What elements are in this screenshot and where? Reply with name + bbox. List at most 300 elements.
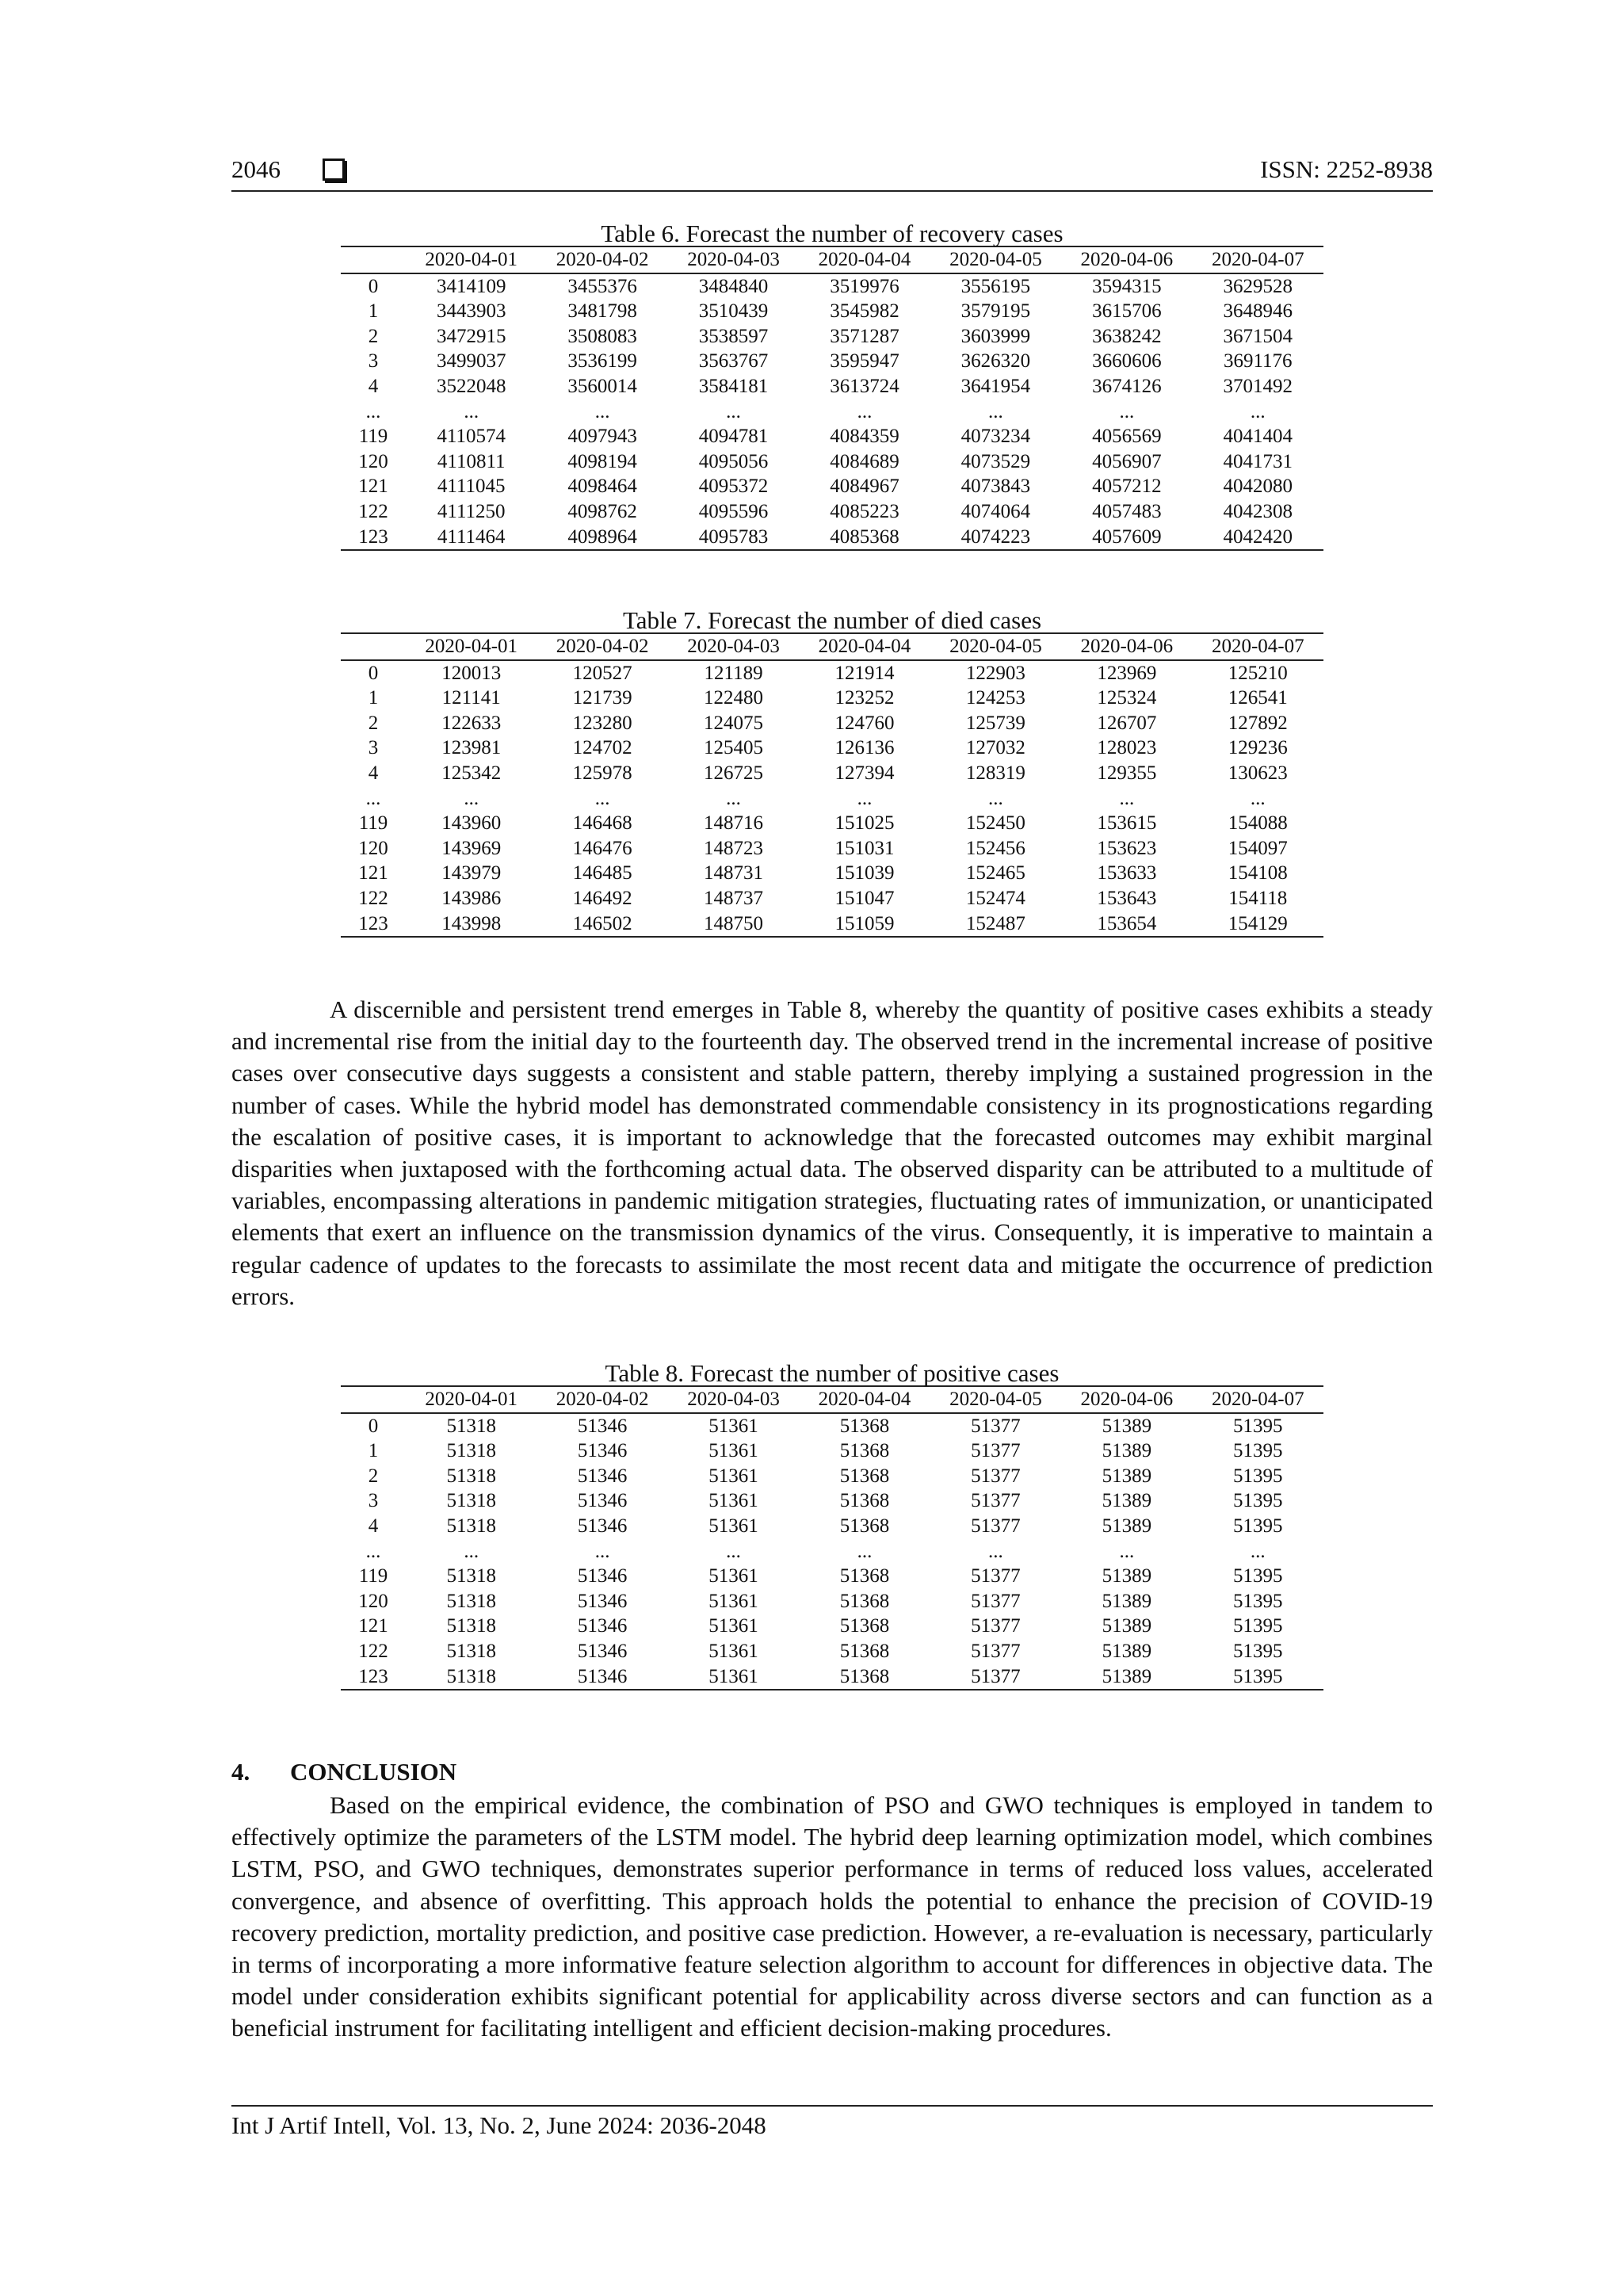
table-cell: 127032 <box>965 737 1025 759</box>
column-header: 2020-04-04 <box>818 636 911 657</box>
table-row <box>341 1589 1323 1614</box>
table-cell: 3472915 <box>436 325 506 347</box>
table-cell: 51346 <box>577 1415 628 1437</box>
issn-label: ISSN: 2252-8938 <box>1260 155 1433 183</box>
table-cell: 148731 <box>704 862 764 884</box>
table-header-row <box>341 246 1323 273</box>
row-index: 122 <box>358 500 388 522</box>
table-cell: 3594315 <box>1092 275 1162 297</box>
table-cell: 4084359 <box>830 426 899 448</box>
table-cell: 51318 <box>446 1465 496 1487</box>
row-index: 121 <box>358 862 388 884</box>
conclusion-paragraph-text: Based on the empirical evidence, the combination of PSO and GWO techniques is employed in tandem to effectively optimize the parameters of the LSTM model. The hybrid deep learning optimization model, which combines LSTM, PSO, and GWO techniques, demonstrates superior performance in terms of reduced loss values, accelerated convergence, and absence of overfitting. This approach holds the potential to enhance the precision of COVID-19 recovery prediction, mortality prediction, and positive case prediction. However, a re-evaluation is necessary, particularly in terms of incorporating a more informative feature selection algorithm to account for differences in objective data. The model under consideration exhibits significant potential for applicability across diverse sectors and can function as a beneficial instrument for facilitating intelligent and efficient decision-making procedures. <box>231 1791 1433 2042</box>
table-cell: 4057483 <box>1092 500 1162 522</box>
table-row <box>341 525 1323 551</box>
table-cell: 3508083 <box>567 325 637 347</box>
table-row <box>341 1664 1323 1690</box>
table-row <box>341 811 1323 836</box>
table-cell: 51395 <box>1233 1415 1283 1437</box>
table-cell: 3584181 <box>698 375 769 397</box>
table-row <box>341 399 1323 425</box>
conclusion-paragraph <box>231 1790 1433 2045</box>
table-cell: 3671504 <box>1223 325 1293 347</box>
table-cell: 154118 <box>1228 887 1288 909</box>
table-cell: 3481798 <box>567 300 637 323</box>
column-header: 2020-04-07 <box>1211 249 1304 270</box>
column-header: 2020-04-03 <box>687 636 780 657</box>
table-cell: 4084689 <box>830 450 899 472</box>
table-cell: 51395 <box>1233 1490 1283 1512</box>
table-cell: 4073843 <box>960 476 1031 498</box>
row-index: 1 <box>368 300 379 323</box>
column-header: 2020-04-06 <box>1080 249 1174 270</box>
table-cell: 128023 <box>1097 737 1157 759</box>
table-cell: 4110811 <box>437 450 506 472</box>
table-cell: 51318 <box>446 1665 496 1687</box>
column-header: 2020-04-02 <box>556 249 649 270</box>
table-cell: ... <box>594 400 610 422</box>
table-cell: ... <box>726 787 741 809</box>
table-cell: 51377 <box>971 1590 1021 1612</box>
table-cell: ... <box>857 787 873 809</box>
table-row <box>341 911 1323 938</box>
table-row <box>341 735 1323 761</box>
column-header: 2020-04-05 <box>949 249 1042 270</box>
table-cell: 148737 <box>704 887 764 909</box>
table-cell: 51389 <box>1102 1490 1152 1512</box>
table-cell: 146485 <box>572 862 632 884</box>
table-cell: 125978 <box>572 762 632 784</box>
table-cell: 3499037 <box>436 350 506 372</box>
table-row <box>341 761 1323 786</box>
table-cell: 125342 <box>441 762 502 784</box>
table-cell: 51368 <box>839 1515 890 1537</box>
table-cell: 154129 <box>1228 912 1288 934</box>
table-row <box>341 474 1323 499</box>
table-cell: ... <box>464 787 479 809</box>
table-cell: 3701492 <box>1223 375 1293 397</box>
table-cell: 121141 <box>441 687 501 709</box>
table-cell: 51377 <box>971 1565 1021 1587</box>
row-index: 4 <box>368 1515 379 1537</box>
table-cell: 125739 <box>965 712 1025 734</box>
table-cell: 51368 <box>839 1615 890 1637</box>
column-header <box>341 246 406 273</box>
table-cell: ... <box>1119 1540 1135 1562</box>
table-cell: 51389 <box>1102 1640 1152 1662</box>
table-cell: 51346 <box>577 1665 628 1687</box>
column-header: 2020-04-01 <box>425 636 518 657</box>
table-cell: 152465 <box>965 862 1025 884</box>
column-header <box>341 633 406 660</box>
table-cell: 3556195 <box>960 275 1031 297</box>
table-cell: 152450 <box>965 812 1025 835</box>
table-cell: 51361 <box>708 1615 758 1637</box>
table-cell: 51368 <box>839 1640 890 1662</box>
row-index: 0 <box>368 1415 379 1437</box>
table-cell: 51377 <box>971 1440 1021 1462</box>
row-index: 120 <box>358 450 388 472</box>
row-index: 2 <box>368 1465 379 1487</box>
table-row <box>341 499 1323 525</box>
table-cell: 4041731 <box>1223 450 1293 472</box>
table-cell: 124702 <box>572 737 632 759</box>
table-header-row <box>341 633 1323 660</box>
table-cell: 51377 <box>971 1665 1021 1687</box>
table-cell: 51361 <box>708 1590 758 1612</box>
table-cell: 124760 <box>834 712 895 734</box>
table-cell: 121914 <box>834 662 895 684</box>
column-header: 2020-04-02 <box>556 1389 649 1410</box>
table-cell: 122633 <box>441 712 502 734</box>
table-cell: ... <box>594 1540 610 1562</box>
table-cell: 51389 <box>1102 1565 1152 1587</box>
table-cell: 51389 <box>1102 1665 1152 1687</box>
table-cell: 4085223 <box>830 500 899 522</box>
table-row <box>341 1514 1323 1539</box>
table-cell: 153623 <box>1097 837 1157 859</box>
table-cell: 4057609 <box>1092 525 1162 548</box>
page-number: 2046 <box>231 155 281 183</box>
table-cell: 4073234 <box>960 426 1031 448</box>
table-cell: ... <box>464 400 479 422</box>
table-cell: 51318 <box>446 1440 496 1462</box>
table-cell: ... <box>857 1540 873 1562</box>
row-index: 4 <box>368 762 379 784</box>
table-cell: 154097 <box>1228 837 1288 859</box>
table-cell: 122480 <box>704 687 764 709</box>
table-cell: ... <box>1119 787 1135 809</box>
table-cell: 4098964 <box>567 525 637 548</box>
table-cell: 4057212 <box>1092 476 1162 498</box>
table-cell: 127892 <box>1228 712 1288 734</box>
table-cell: 154108 <box>1228 862 1288 884</box>
table-cell: 148723 <box>704 837 764 859</box>
table-cell: 51377 <box>971 1515 1021 1537</box>
table-cell: ... <box>726 1540 741 1562</box>
table-cell: 3674126 <box>1092 375 1162 397</box>
table-8-block <box>341 1359 1323 1690</box>
table-cell: 4042080 <box>1223 476 1293 498</box>
table-cell: 51346 <box>577 1615 628 1637</box>
table-cell: 123252 <box>834 687 895 709</box>
table-cell: 3510439 <box>698 300 769 323</box>
table-cell: 4097943 <box>567 426 637 448</box>
table-cell: 51346 <box>577 1490 628 1512</box>
table-cell: 51361 <box>708 1665 758 1687</box>
table-cell: 123981 <box>441 737 502 759</box>
table-cell: 51368 <box>839 1415 890 1437</box>
column-header: 2020-04-03 <box>687 249 780 270</box>
table-cell: ... <box>988 1540 1003 1562</box>
table-header-row <box>341 1386 1323 1413</box>
table-cell: 3660606 <box>1092 350 1162 372</box>
table-cell: 120527 <box>572 662 632 684</box>
table-cell: 126725 <box>704 762 764 784</box>
table-cell: 153633 <box>1097 862 1157 884</box>
row-index: 119 <box>358 426 388 448</box>
table-row <box>341 1488 1323 1514</box>
table-cell: 51361 <box>708 1490 758 1512</box>
table-cell: 143969 <box>441 837 502 859</box>
table-row <box>341 424 1323 449</box>
table-cell: 4098762 <box>567 500 637 522</box>
table-row <box>341 1639 1323 1664</box>
table-cell: 151047 <box>834 887 895 909</box>
table-cell: 124253 <box>965 687 1025 709</box>
table-row <box>341 786 1323 812</box>
table-7 <box>341 632 1323 938</box>
table-cell: 4073529 <box>960 450 1031 472</box>
section-title: CONCLUSION <box>290 1758 457 1786</box>
column-header: 2020-04-05 <box>949 1389 1042 1410</box>
table-cell: 3484840 <box>698 275 769 297</box>
row-index: 119 <box>358 812 388 835</box>
table-row <box>341 1413 1323 1439</box>
row-index: 3 <box>368 1490 379 1512</box>
table-8 <box>341 1385 1323 1690</box>
table-cell: 4084967 <box>830 476 899 498</box>
table-cell: 143960 <box>441 812 502 835</box>
table-cell: 51361 <box>708 1440 758 1462</box>
row-index: 121 <box>358 476 388 498</box>
table-cell: 121739 <box>572 687 632 709</box>
table-cell: 152456 <box>965 837 1025 859</box>
table-cell: 51368 <box>839 1590 890 1612</box>
column-header: 2020-04-03 <box>687 1389 780 1410</box>
table-cell: 51395 <box>1233 1665 1283 1687</box>
row-index: 2 <box>368 712 379 734</box>
table-7-block <box>341 606 1323 938</box>
table-8-caption: Table 8. Forecast the number of positive cases <box>605 1359 1060 1387</box>
table-cell: 51318 <box>446 1565 496 1587</box>
row-index: 3 <box>368 350 379 372</box>
table-cell: 129355 <box>1097 762 1157 784</box>
table-cell: 4085368 <box>830 525 899 548</box>
table-cell: 3563767 <box>698 350 769 372</box>
table-cell: 3519976 <box>830 275 899 297</box>
row-index: 2 <box>368 325 379 347</box>
table-cell: 51346 <box>577 1515 628 1537</box>
table-cell: 51368 <box>839 1440 890 1462</box>
table-cell: 152474 <box>965 887 1025 909</box>
table-cell: 3641954 <box>960 375 1031 397</box>
row-index: 122 <box>358 1640 388 1662</box>
table-cell: 143986 <box>441 887 502 909</box>
table-cell: 51389 <box>1102 1465 1152 1487</box>
table-cell: 51361 <box>708 1515 758 1537</box>
table-cell: 4042308 <box>1223 500 1293 522</box>
table-cell: 146468 <box>572 812 632 835</box>
table-cell: 3595947 <box>830 350 899 372</box>
row-index: 123 <box>358 525 388 548</box>
column-header <box>341 1386 406 1413</box>
table-cell: 143998 <box>441 912 502 934</box>
table-cell: 4056907 <box>1092 450 1162 472</box>
table-row <box>341 836 1323 861</box>
table-cell: 51377 <box>971 1490 1021 1512</box>
table-cell: 51318 <box>446 1615 496 1637</box>
row-index: 120 <box>358 837 388 859</box>
table-cell: 51389 <box>1102 1615 1152 1637</box>
row-index: 3 <box>368 737 379 759</box>
table-cell: 51377 <box>971 1415 1021 1437</box>
column-header: 2020-04-04 <box>818 1389 911 1410</box>
table-cell: 51318 <box>446 1590 496 1612</box>
table-6 <box>341 246 1323 551</box>
table-cell: ... <box>464 1540 479 1562</box>
table-cell: 123969 <box>1097 662 1157 684</box>
row-index: 123 <box>358 912 388 934</box>
row-index: ... <box>365 1540 381 1562</box>
table-cell: 152487 <box>965 912 1025 934</box>
table-cell: 51346 <box>577 1590 628 1612</box>
table-cell: 3522048 <box>436 375 506 397</box>
table-row <box>341 273 1323 300</box>
table-cell: ... <box>857 400 873 422</box>
table-cell: ... <box>1250 787 1266 809</box>
table-row <box>341 1614 1323 1639</box>
table-cell: 4095783 <box>698 525 769 548</box>
table-cell: 126136 <box>834 737 895 759</box>
table-row <box>341 1564 1323 1589</box>
table-cell: 3603999 <box>960 325 1031 347</box>
table-cell: 3414109 <box>436 275 506 297</box>
table-row <box>341 886 1323 911</box>
page-header <box>231 155 1433 192</box>
table-cell: 51361 <box>708 1465 758 1487</box>
table-cell: ... <box>988 400 1003 422</box>
row-index: 123 <box>358 1665 388 1687</box>
table-cell: 51389 <box>1102 1415 1152 1437</box>
table-cell: 3648946 <box>1223 300 1293 323</box>
table-cell: 3538597 <box>698 325 769 347</box>
table-cell: 146492 <box>572 887 632 909</box>
table-cell: 4111045 <box>437 476 506 498</box>
row-index: 121 <box>358 1615 388 1637</box>
table-cell: 125324 <box>1097 687 1157 709</box>
table-cell: 3638242 <box>1092 325 1162 347</box>
table-cell: 4098194 <box>567 450 637 472</box>
table-cell: 123280 <box>572 712 632 734</box>
table-cell: 128319 <box>965 762 1025 784</box>
table-cell: 51346 <box>577 1565 628 1587</box>
table-row <box>341 449 1323 475</box>
table-cell: 3536199 <box>567 350 637 372</box>
table-cell: 4056569 <box>1092 426 1162 448</box>
table-cell: 51377 <box>971 1615 1021 1637</box>
table-cell: 51361 <box>708 1415 758 1437</box>
table-cell: 4095372 <box>698 476 769 498</box>
row-index: 0 <box>368 662 379 684</box>
table-row <box>341 299 1323 324</box>
table-cell: 4074064 <box>960 500 1031 522</box>
table-cell: 130623 <box>1228 762 1288 784</box>
table-cell: ... <box>726 400 741 422</box>
table-cell: 51395 <box>1233 1565 1283 1587</box>
page-footer <box>231 2105 1433 2140</box>
table-cell: 4111250 <box>437 500 506 522</box>
column-header: 2020-04-06 <box>1080 1389 1174 1410</box>
journal-citation: Int J Artif Intell, Vol. 13, No. 2, June 2024: 2036-2048 <box>231 2111 766 2139</box>
table-cell: 146476 <box>572 837 632 859</box>
table-cell: 51318 <box>446 1640 496 1662</box>
table-cell: ... <box>988 787 1003 809</box>
table-cell: 4095596 <box>698 500 769 522</box>
table-cell: 122903 <box>965 662 1025 684</box>
table-6-caption: Table 6. Forecast the number of recovery cases <box>601 220 1064 247</box>
table-cell: 51389 <box>1102 1515 1152 1537</box>
table-cell: 51361 <box>708 1640 758 1662</box>
table-cell: 151031 <box>834 837 895 859</box>
table-cell: 51318 <box>446 1415 496 1437</box>
square-bullet-icon <box>323 159 345 181</box>
table-cell: 151059 <box>834 912 895 934</box>
row-index: 122 <box>358 887 388 909</box>
table-cell: 51346 <box>577 1640 628 1662</box>
table-cell: 51346 <box>577 1440 628 1462</box>
table-cell: 4074223 <box>960 525 1031 548</box>
table-row <box>341 711 1323 736</box>
row-index: 119 <box>358 1565 388 1587</box>
table-cell: 51368 <box>839 1490 890 1512</box>
table-cell: 124075 <box>704 712 764 734</box>
table-cell: 125210 <box>1228 662 1288 684</box>
row-index: ... <box>365 787 381 809</box>
table-cell: 126707 <box>1097 712 1157 734</box>
column-header: 2020-04-07 <box>1211 636 1304 657</box>
table-cell: 4041404 <box>1223 426 1293 448</box>
column-header: 2020-04-02 <box>556 636 649 657</box>
row-index: ... <box>365 400 381 422</box>
row-index: 4 <box>368 375 379 397</box>
table-cell: 3560014 <box>567 375 637 397</box>
section-number: 4. <box>231 1758 250 1786</box>
table-cell: 51346 <box>577 1465 628 1487</box>
table-cell: 148750 <box>704 912 764 934</box>
table-cell: 51368 <box>839 1565 890 1587</box>
table-cell: 3545982 <box>830 300 899 323</box>
table-row <box>341 861 1323 886</box>
table-cell: 51395 <box>1233 1640 1283 1662</box>
table-cell: 4110574 <box>437 426 506 448</box>
row-index: 1 <box>368 687 379 709</box>
table-cell: 153654 <box>1097 912 1157 934</box>
table-cell: 146502 <box>572 912 632 934</box>
table-cell: ... <box>1250 400 1266 422</box>
table-cell: 51389 <box>1102 1590 1152 1612</box>
table-cell: 4098464 <box>567 476 637 498</box>
table-cell: ... <box>1119 400 1135 422</box>
table-6-block <box>341 222 1323 551</box>
table-cell: 3455376 <box>567 275 637 297</box>
table-cell: 3443903 <box>436 300 506 323</box>
row-index: 0 <box>368 275 379 297</box>
table-cell: 4111464 <box>437 525 506 548</box>
table-cell: 4042420 <box>1223 525 1293 548</box>
table-cell: 120013 <box>441 662 502 684</box>
table-row <box>341 1438 1323 1464</box>
table-cell: 153643 <box>1097 887 1157 909</box>
body-paragraph-text: A discernible and persistent trend emerges in Table 8, whereby the quantity of positive cases exhibits a steady and incremental rise from the initial day to the fourteenth day. The observed trend in the incremental increase of positive cases over consecutive days suggests a consistent and stable pattern, thereby implying a sustained progression in the number of cases. While the hybrid model has demonstrated commendable consistency in its prognostications regarding the escalation of positive cases, it is important to acknowledge that the forecasted outcomes may exhibit marginal disparities when juxtaposed with the forthcoming actual data. The observed disparity can be attributed to a multitude of variables, encompassing alterations in pandemic mitigation strategies, fluctuating rates of immunization, or unanticipated elements that exert an influence on the transmission dynamics of the virus. Consequently, it is imperative to maintain a regular cadence of updates to the forecasts to assimilate the most recent data and mitigate the occurrence of prediction errors. <box>231 995 1433 1310</box>
row-index: 1 <box>368 1440 379 1462</box>
table-cell: 3615706 <box>1092 300 1162 323</box>
table-row <box>341 1464 1323 1489</box>
table-cell: 151039 <box>834 862 895 884</box>
table-cell: 51395 <box>1233 1590 1283 1612</box>
table-cell: 154088 <box>1228 812 1288 835</box>
table-row <box>341 686 1323 711</box>
